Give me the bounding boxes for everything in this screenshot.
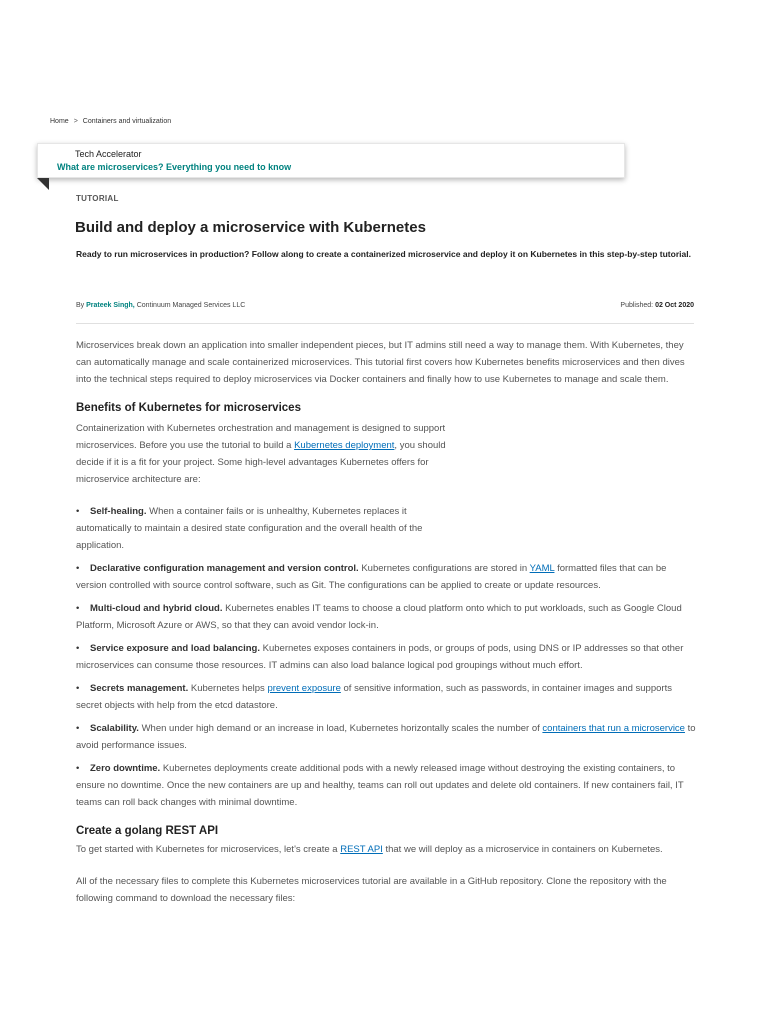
intro-paragraph: Microservices break down an application into smaller independent pieces, but IT admins still need a way to manage them. With Kubernetes, they can automatically manage and scale containerized microservices. This tutorial first covers how Kubernetes benefits microservices and then dives into the technical steps required to deploy microservices via Docker containers and finally how to use Kubernetes to manage and scale them.: [76, 340, 685, 385]
list-item: [76, 503, 456, 554]
bullet-text: Kubernetes deployments create additional pods with a newly released image without destroying the existing containers, to ensure no downtime. Once the new containers are up and healthy, teams can roll out updates and delete old containers. If new containers fail, IT teams can roll back changes with minimal downtime.: [76, 763, 684, 808]
byline-by: By: [76, 302, 85, 309]
bullet-text: When under high demand or an increase in load, Kubernetes horizontally scales the number of: [138, 723, 543, 734]
bullet-term: Zero downtime.: [90, 763, 161, 774]
bullet-icon: •: [76, 563, 80, 574]
bullet-term: Service exposure and load balancing.: [90, 643, 261, 654]
bullet-text: of sensitive information, such as passwords, in container images and supports secret objects with help from the etcd datastore.: [76, 683, 672, 711]
bullet-text: Kubernetes enables IT teams to choose a cloud platform onto which to put workloads, such as Google Cloud Platform, Microsoft Azure or AWS, so that they can avoid vendor lock-in.: [76, 603, 682, 631]
containers-microservice-link[interactable]: containers that run a microservice: [542, 723, 685, 734]
tech-accelerator-label: Tech Accelerator: [75, 149, 142, 159]
benefits-intro: [76, 420, 468, 488]
bullet-text: Kubernetes exposes containers in pods, or groups of pods, using DNS or IP addresses so that other microservices can consume those resources. IT admins can also load balance logical pod groupings without much effort.: [76, 643, 684, 671]
bullet-term: Multi-cloud and hybrid cloud.: [90, 603, 223, 614]
breadcrumb-section-link[interactable]: Containers and virtualization: [82, 118, 172, 125]
breadcrumb-home-link[interactable]: Home: [50, 118, 69, 125]
bullet-text: Kubernetes configurations are stored in: [358, 563, 530, 574]
list-item: [76, 600, 696, 634]
bullet-term: Scalability.: [90, 723, 139, 734]
tech-accelerator-box: [37, 143, 625, 178]
golang-intro: [76, 841, 696, 858]
article-body: [76, 337, 696, 907]
prevent-exposure-link[interactable]: prevent exposure: [267, 683, 341, 694]
article-dek: Ready to run microservices in production? Follow along to create a containerized microservice and deploy it on Kubernetes in this step-by-step tutorial.: [76, 249, 691, 259]
published-date-value: 02 Oct 2020: [655, 302, 694, 309]
list-item: [76, 560, 696, 594]
byline: [76, 302, 245, 309]
divider: [76, 323, 694, 324]
benefits-intro-text: Containerization with Kubernetes orchestration and management is designed to support microservices. Before you use the tutorial to build a: [76, 423, 446, 451]
content-type-label: TUTORIAL: [76, 194, 119, 203]
article-title: Build and deploy a microservice with Kubernetes: [75, 219, 426, 236]
bullet-term: Self-healing.: [90, 506, 147, 517]
author-link[interactable]: Prateek Singh,: [86, 302, 135, 309]
yaml-link[interactable]: YAML: [529, 563, 555, 574]
published-date: [620, 302, 694, 309]
golang-intro-text-end: that we will deploy as a microservice in containers on Kubernetes.: [382, 844, 663, 855]
list-item: [76, 720, 696, 754]
rest-api-link[interactable]: REST API: [340, 844, 383, 855]
bullet-icon: •: [76, 723, 80, 734]
repo-paragraph: All of the necessary files to complete this Kubernetes microservices tutorial are available in a GitHub repository. Clone the repository with the following command to download the necessary files:: [76, 876, 667, 904]
bullet-term: Declarative configuration management and version control.: [90, 563, 359, 574]
published-label: Published:: [620, 302, 654, 309]
bullet-icon: •: [76, 506, 80, 517]
bullet-icon: •: [76, 763, 80, 774]
bullet-text: Kubernetes helps: [188, 683, 268, 694]
breadcrumb-separator: >: [73, 118, 78, 125]
bullet-term: Secrets management.: [90, 683, 189, 694]
benefits-intro-text-end: , you should decide if it is a fit for your project. Some high-level advantages Kubernetes offers for microservice architecture are:: [76, 440, 446, 485]
benefits-heading: Benefits of Kubernetes for microservices: [76, 402, 301, 414]
golang-intro-text: To get started with Kubernetes for microservices, let's create a: [76, 844, 341, 855]
bullet-icon: •: [76, 683, 80, 694]
breadcrumb: [50, 118, 171, 125]
bullet-text: formatted files that can be version controlled with source control software, such as Git. The configurations can be applied to create or update resources.: [76, 563, 667, 591]
tech-accelerator-link[interactable]: What are microservices? Everything you need to know: [57, 162, 292, 172]
bullet-icon: •: [76, 603, 80, 614]
golang-heading: Create a golang REST API: [76, 825, 219, 837]
bullet-text: When a container fails or is unhealthy, Kubernetes replaces it automatically to maintain a desired state configuration and the overall health of the application.: [76, 506, 423, 551]
author-org: Continuum Managed Services LLC: [136, 302, 246, 309]
list-item: [76, 680, 696, 714]
ribbon-fold-decoration: [37, 178, 49, 190]
list-item: [76, 760, 696, 811]
bullet-text: to avoid performance issues.: [76, 723, 696, 751]
list-item: [76, 640, 696, 674]
bullet-icon: •: [76, 643, 80, 654]
kubernetes-deployment-link[interactable]: Kubernetes deployment: [294, 440, 395, 451]
